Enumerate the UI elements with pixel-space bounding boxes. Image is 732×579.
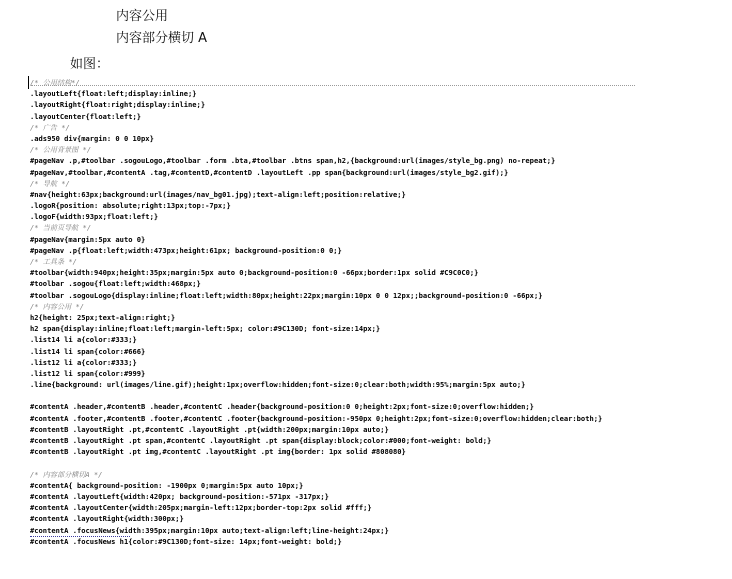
code-line: #pageNav{margin:5px auto 0}	[30, 234, 146, 244]
code-line: #pageNav .p{float:left;width:473px;height:61px; background-position:0 0;}	[30, 245, 342, 255]
code-comment-line: /* 广告 */	[30, 122, 70, 132]
code-blank-line	[30, 457, 730, 468]
code-line: .list14 li a{color:#333;}	[30, 335, 137, 345]
code-line: .layoutCenter{float:left;}	[30, 111, 142, 121]
code-line: .list12 li a{color:#333;}	[30, 357, 137, 367]
trailing-dotted-line	[30, 536, 130, 537]
code-comment-line: /* 当前页导航 */	[30, 223, 92, 233]
code-line: #pageNav .p,#toolbar .sogouLogo,#toolbar .form .bta,#toolbar .btns span,h2,{background:url(images/style_bg.png) no-repeat;}	[30, 156, 556, 166]
code-line: .logoR{position: absolute;right:13px;top:-7px;}	[30, 201, 231, 211]
code-line: #contentA .layoutRight{width:300px;}	[30, 514, 184, 524]
text-cursor	[28, 76, 29, 89]
code-line: #contentA .header,#contentB .header,#contentC .header{background-position:0 0;height:2px;font-size:0;overflow:hidden;}	[30, 402, 534, 412]
code-line: .list14 li span{color:#666}	[30, 346, 146, 356]
code-comment-line: /* 内容公用 */	[30, 301, 84, 311]
code-line: #contentB .layoutRight .pt img,#contentC .layoutRight .pt img{border: 1px solid #808080}	[30, 447, 406, 457]
section-heading-content-slice-a: 内容部分横切 A	[116, 31, 208, 46]
code-line: #contentA .footer,#contentB .footer,#contentC .footer{background-position:-950px 0;height:2px;font-size:0;overflow:hidden;clear:both;}	[30, 413, 603, 423]
code-comment-line: /* 内容部分横切A */	[30, 469, 103, 479]
code-line: .list12 li span{color:#999}	[30, 368, 146, 378]
code-line: #contentA .focusNews h1{color:#9C130D;font-size: 14px;font-weight: bold;}	[30, 536, 342, 546]
code-line: h2 span{display:inline;float:left;margin-left:5px; color:#9C130D; font-size:14px;}	[30, 324, 381, 334]
code-line: #contentA{ background-position: -1900px 0;margin:5px auto 10px;}	[30, 480, 304, 490]
code-line: #nav{height:63px;background:url(images/nav_bg01.jpg);text-align:left;position:relative;}	[30, 189, 406, 199]
code-comment-line: /* 工具条 */	[30, 257, 77, 266]
code-line: #contentA .layoutCenter{width:205px;margin-left:12px;border-top:2px solid #fff;}	[30, 503, 372, 513]
css-code-block	[30, 77, 730, 547]
code-line: #contentA .focusNews{width:395px;margin:10px auto;text-align:left;line-height:24px;}	[30, 525, 389, 535]
figure-label: 如图：	[70, 57, 110, 72]
code-line: .logoF{width:93px;float:left;}	[30, 212, 159, 222]
code-line: .line{background: url(images/line.gif);height:1px;overflow:hidden;font-size:0;clear:both;width:95%;margin:5px auto;}	[30, 380, 526, 390]
code-line: h2{height: 25px;text-align:right;}	[30, 312, 176, 322]
code-line: #pageNav,#toolbar,#contentA .tag,#contentD,#contentD .layoutLeft .pp span{background:url(images/style_bg2.gif);}	[30, 167, 509, 177]
section-heading-content-common: 内容公用	[116, 9, 169, 24]
code-line: .layoutLeft{float:left;display:inline;}	[30, 89, 197, 99]
code-comment-line: /* 导航 */	[30, 178, 70, 188]
code-line: #toolbar{width:940px;height:35px;margin:5px auto 0;background-position:0 -66px;border:1px solid #C9C0C0;}	[30, 268, 479, 278]
code-line: #contentA .layoutLeft{width:420px; background-position:-571px -317px;}	[30, 491, 329, 501]
code-line: #contentB .layoutRight .pt span,#contentC .layoutRight .pt span{display:block;color:#000;font-weight: bold;}	[30, 436, 492, 445]
code-blank-line	[30, 390, 730, 401]
code-line: .layoutRight{float:right;display:inline;}	[30, 100, 206, 110]
code-comment-line: /* 公用结构*/	[30, 78, 80, 87]
code-line: .ads950 div{margin: 0 0 10px}	[30, 133, 154, 143]
code-line: #toolbar .sogou{float:left;width:468px;}	[30, 279, 201, 289]
code-line: #contentB .layoutRight .pt,#contentC .layoutRight .pt{width:200px;margin:10px auto;}	[30, 424, 389, 434]
code-comment-line: /* 公用背景图 */	[30, 145, 92, 155]
code-line: #toolbar .sogouLogo{display:inline;float:left;width:80px;height:22px;margin:10px 0 0 12px;;background-position:0 -66px;}	[30, 290, 543, 300]
